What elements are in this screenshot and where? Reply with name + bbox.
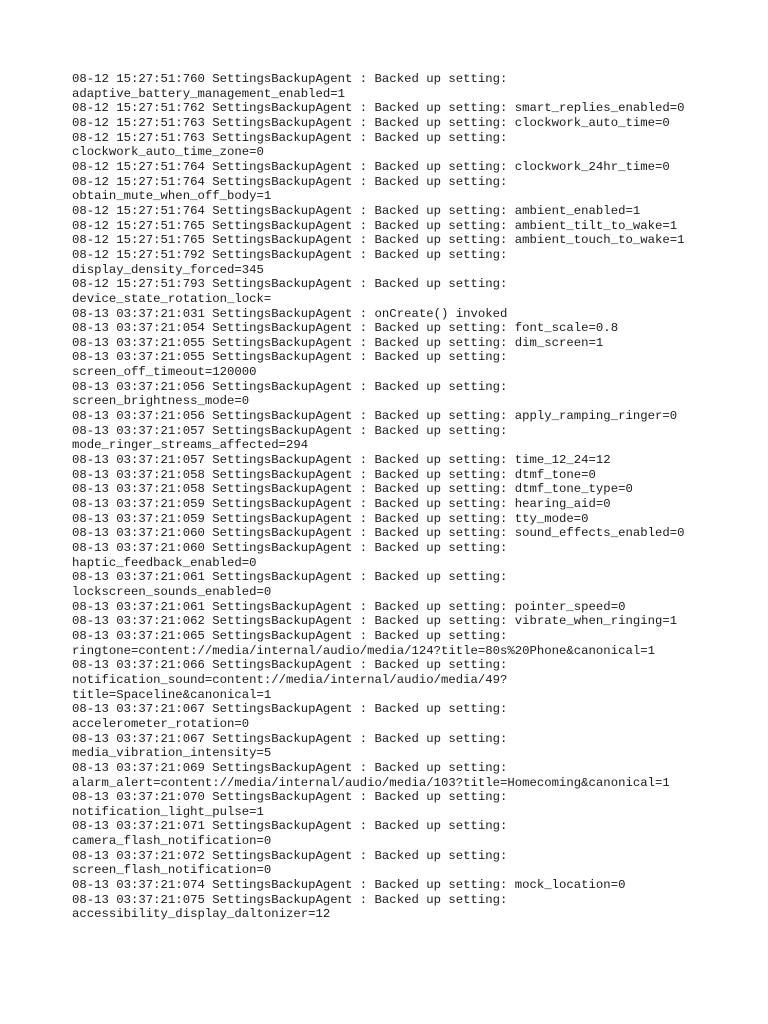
log-line: 08-13 03:37:21:058 SettingsBackupAgent : Backed up setting: dtmf_tone=0 <box>72 467 596 482</box>
log-line: 08-13 03:37:21:062 SettingsBackupAgent : Backed up setting: vibrate_when_ringing=1 <box>72 614 678 629</box>
log-line: 08-13 03:37:21:060 SettingsBackupAgent : Backed up setting: sound_effects_enabled=0 <box>72 526 685 541</box>
log-text-block <box>72 72 732 922</box>
log-line: accessibility_display_daltonizer=12 <box>72 907 331 922</box>
log-line: title=Spaceline&canonical=1 <box>72 687 272 702</box>
log-line: 08-13 03:37:21:031 SettingsBackupAgent : onCreate() invoked <box>72 306 508 321</box>
log-line: 08-13 03:37:21:056 SettingsBackupAgent : Backed up setting: apply_ramping_ringer=0 <box>72 409 678 424</box>
log-line: obtain_mute_when_off_body=1 <box>72 189 272 204</box>
log-line: 08-13 03:37:21:057 SettingsBackupAgent : Backed up setting: time_12_24=12 <box>72 453 611 468</box>
log-line: adaptive_battery_management_enabled=1 <box>72 86 346 101</box>
log-line: display_density_forced=345 <box>72 262 264 277</box>
log-line: 08-13 03:37:21:059 SettingsBackupAgent : Backed up setting: hearing_aid=0 <box>72 497 611 512</box>
log-line: 08-13 03:37:21:059 SettingsBackupAgent : Backed up setting: tty_mode=0 <box>72 511 589 526</box>
log-line: lockscreen_sounds_enabled=0 <box>72 584 272 599</box>
log-line: accelerometer_rotation=0 <box>72 716 250 731</box>
log-line: notification_light_pulse=1 <box>72 804 264 819</box>
log-line: device_state_rotation_lock= <box>72 291 272 306</box>
log-line: 08-13 03:37:21:058 SettingsBackupAgent : Backed up setting: dtmf_tone_type=0 <box>72 482 633 497</box>
log-line: 08-13 03:37:21:056 SettingsBackupAgent : Backed up setting: <box>72 379 508 394</box>
log-line: screen_brightness_mode=0 <box>72 394 250 409</box>
log-line: 08-13 03:37:21:067 SettingsBackupAgent : Backed up setting: <box>72 702 508 717</box>
log-line: 08-12 15:27:51:764 SettingsBackupAgent : Backed up setting: <box>72 174 508 189</box>
log-line: 08-12 15:27:51:763 SettingsBackupAgent : Backed up setting: <box>72 130 508 145</box>
log-line: 08-12 15:27:51:792 SettingsBackupAgent : Backed up setting: <box>72 247 508 262</box>
log-line: 08-13 03:37:21:071 SettingsBackupAgent : Backed up setting: <box>72 819 508 834</box>
log-line: 08-13 03:37:21:069 SettingsBackupAgent : Backed up setting: <box>72 760 508 775</box>
log-line: media_vibration_intensity=5 <box>72 746 272 761</box>
log-line: mode_ringer_streams_affected=294 <box>72 438 309 453</box>
log-line: 08-13 03:37:21:065 SettingsBackupAgent : Backed up setting: <box>72 628 508 643</box>
log-line: 08-12 15:27:51:793 SettingsBackupAgent : Backed up setting: <box>72 277 508 292</box>
log-line: alarm_alert=content://media/internal/audio/media/103?title=Homecoming&canonical=1 <box>72 775 670 790</box>
log-line: 08-13 03:37:21:070 SettingsBackupAgent : Backed up setting: <box>72 790 508 805</box>
log-line: 08-12 15:27:51:764 SettingsBackupAgent : Backed up setting: ambient_enabled=1 <box>72 203 641 218</box>
log-line: 08-12 15:27:51:765 SettingsBackupAgent : Backed up setting: ambient_touch_to_wake=1 <box>72 233 685 248</box>
log-line: 08-13 03:37:21:061 SettingsBackupAgent : Backed up setting: pointer_speed=0 <box>72 599 626 614</box>
log-line: 08-13 03:37:21:067 SettingsBackupAgent : Backed up setting: <box>72 731 508 746</box>
log-line: 08-13 03:37:21:055 SettingsBackupAgent : Backed up setting: <box>72 350 508 365</box>
log-line: notification_sound=content://media/internal/audio/media/49? <box>72 672 508 687</box>
log-line: haptic_feedback_enabled=0 <box>72 555 257 570</box>
log-line: 08-13 03:37:21:066 SettingsBackupAgent : Backed up setting: <box>72 658 508 673</box>
log-line: 08-12 15:27:51:764 SettingsBackupAgent : Backed up setting: clockwork_24hr_time=0 <box>72 159 670 174</box>
log-document <box>72 72 732 922</box>
log-line: 08-13 03:37:21:055 SettingsBackupAgent : Backed up setting: dim_screen=1 <box>72 335 604 350</box>
log-line: 08-13 03:37:21:057 SettingsBackupAgent : Backed up setting: <box>72 423 508 438</box>
log-line: 08-12 15:27:51:763 SettingsBackupAgent : Backed up setting: clockwork_auto_time=0 <box>72 115 670 130</box>
log-line: screen_flash_notification=0 <box>72 863 272 878</box>
log-line: ringtone=content://media/internal/audio/media/124?title=80s%20Phone&canonical=1 <box>72 643 655 658</box>
log-line: 08-12 15:27:51:765 SettingsBackupAgent : Backed up setting: ambient_tilt_to_wake=1 <box>72 218 678 233</box>
log-line: 08-13 03:37:21:054 SettingsBackupAgent : Backed up setting: font_scale=0.8 <box>72 321 619 336</box>
log-line: 08-13 03:37:21:061 SettingsBackupAgent : Backed up setting: <box>72 570 508 585</box>
log-line: 08-13 03:37:21:060 SettingsBackupAgent : Backed up setting: <box>72 541 508 555</box>
log-line: 08-13 03:37:21:075 SettingsBackupAgent : Backed up setting: <box>72 892 508 907</box>
log-line: 08-12 15:27:51:762 SettingsBackupAgent : Backed up setting: smart_replies_enabled=0 <box>72 101 685 116</box>
log-line: camera_flash_notification=0 <box>72 834 272 849</box>
log-line: clockwork_auto_time_zone=0 <box>72 145 264 160</box>
log-line: 08-13 03:37:21:074 SettingsBackupAgent : Backed up setting: mock_location=0 <box>72 878 626 893</box>
log-line: screen_off_timeout=120000 <box>72 365 257 380</box>
log-line: 08-13 03:37:21:072 SettingsBackupAgent : Backed up setting: <box>72 848 508 863</box>
log-line: 08-12 15:27:51:760 SettingsBackupAgent : Backed up setting: <box>72 72 508 86</box>
